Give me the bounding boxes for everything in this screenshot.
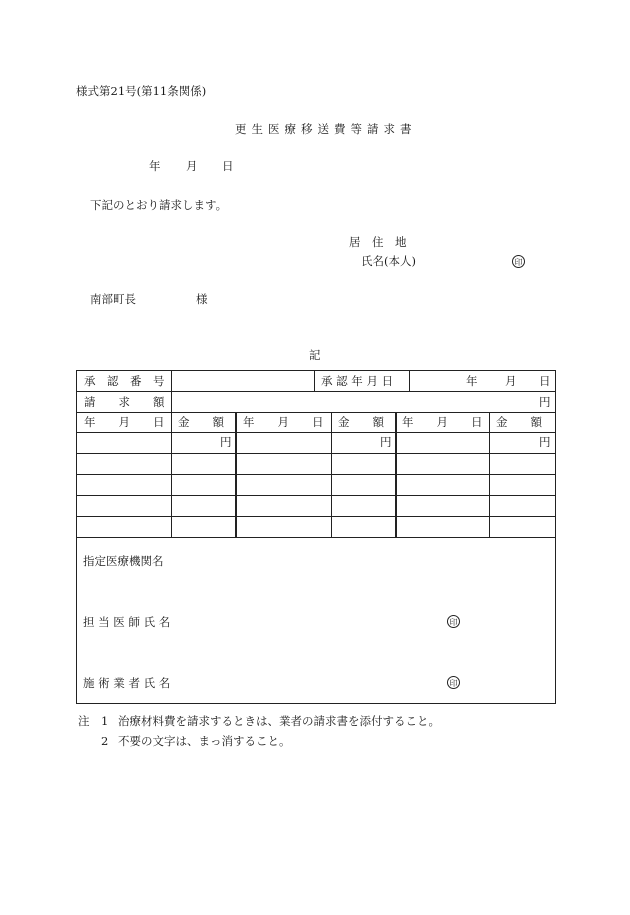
col1-yen: 円: [220, 435, 232, 449]
date-day-label: 日: [222, 159, 234, 173]
doctor-seal-icon: 印: [447, 615, 460, 628]
date-year-label: 年: [149, 159, 161, 173]
applicant-address-label: 居 住 地: [349, 235, 407, 249]
note-1-text: 治療材料費を請求するときは、業者の請求書を添付すること。: [118, 714, 440, 728]
col1-date-header: 年 月 日: [84, 415, 165, 429]
doctor-name-label: 担 当 医 師 氏 名: [83, 615, 171, 629]
col3-yen: 円: [539, 435, 551, 449]
form-number: 様式第21号(第11条関係): [76, 84, 207, 98]
medical-institution-label: 指定医療機関名: [83, 554, 164, 568]
practitioner-seal-icon: 印: [447, 676, 460, 689]
addressee-honorific: 様: [196, 292, 208, 306]
date-month-label: 月: [186, 159, 198, 173]
note-2-number: 2: [101, 734, 109, 748]
form-title: 更生医療移送費等請求書: [235, 122, 417, 136]
approval-number-label: 承 認 番 号: [84, 374, 165, 388]
approval-day: 日: [539, 374, 551, 388]
col2-amount-header: 金 額: [338, 415, 384, 429]
notes-label: 注: [78, 714, 90, 728]
approval-month: 月: [505, 374, 517, 388]
note-2-text: 不要の文字は、まっ消すること。: [118, 734, 291, 748]
col2-date-header: 年 月 日: [243, 415, 324, 429]
col3-amount-header: 金 額: [496, 415, 542, 429]
practitioner-name-label: 施 術 業 者 氏 名: [83, 676, 171, 690]
applicant-seal-icon: 印: [512, 255, 525, 268]
request-statement: 下記のとおり請求します。: [90, 198, 228, 212]
approval-date-label: 承 認 年 月 日: [321, 374, 394, 388]
claim-amount-yen: 円: [539, 395, 551, 409]
claim-table: [76, 370, 556, 704]
note-1-number: 1: [101, 714, 109, 728]
addressee: 南部町長: [90, 292, 136, 306]
col2-yen: 円: [380, 435, 392, 449]
applicant-name-label: 氏名(本人): [361, 254, 416, 268]
claim-amount-label: 請 求 額: [84, 395, 165, 409]
heading-ki: 記: [309, 348, 321, 362]
col1-amount-header: 金 額: [178, 415, 224, 429]
col3-date-header: 年 月 日: [402, 415, 483, 429]
approval-year: 年: [466, 374, 478, 388]
